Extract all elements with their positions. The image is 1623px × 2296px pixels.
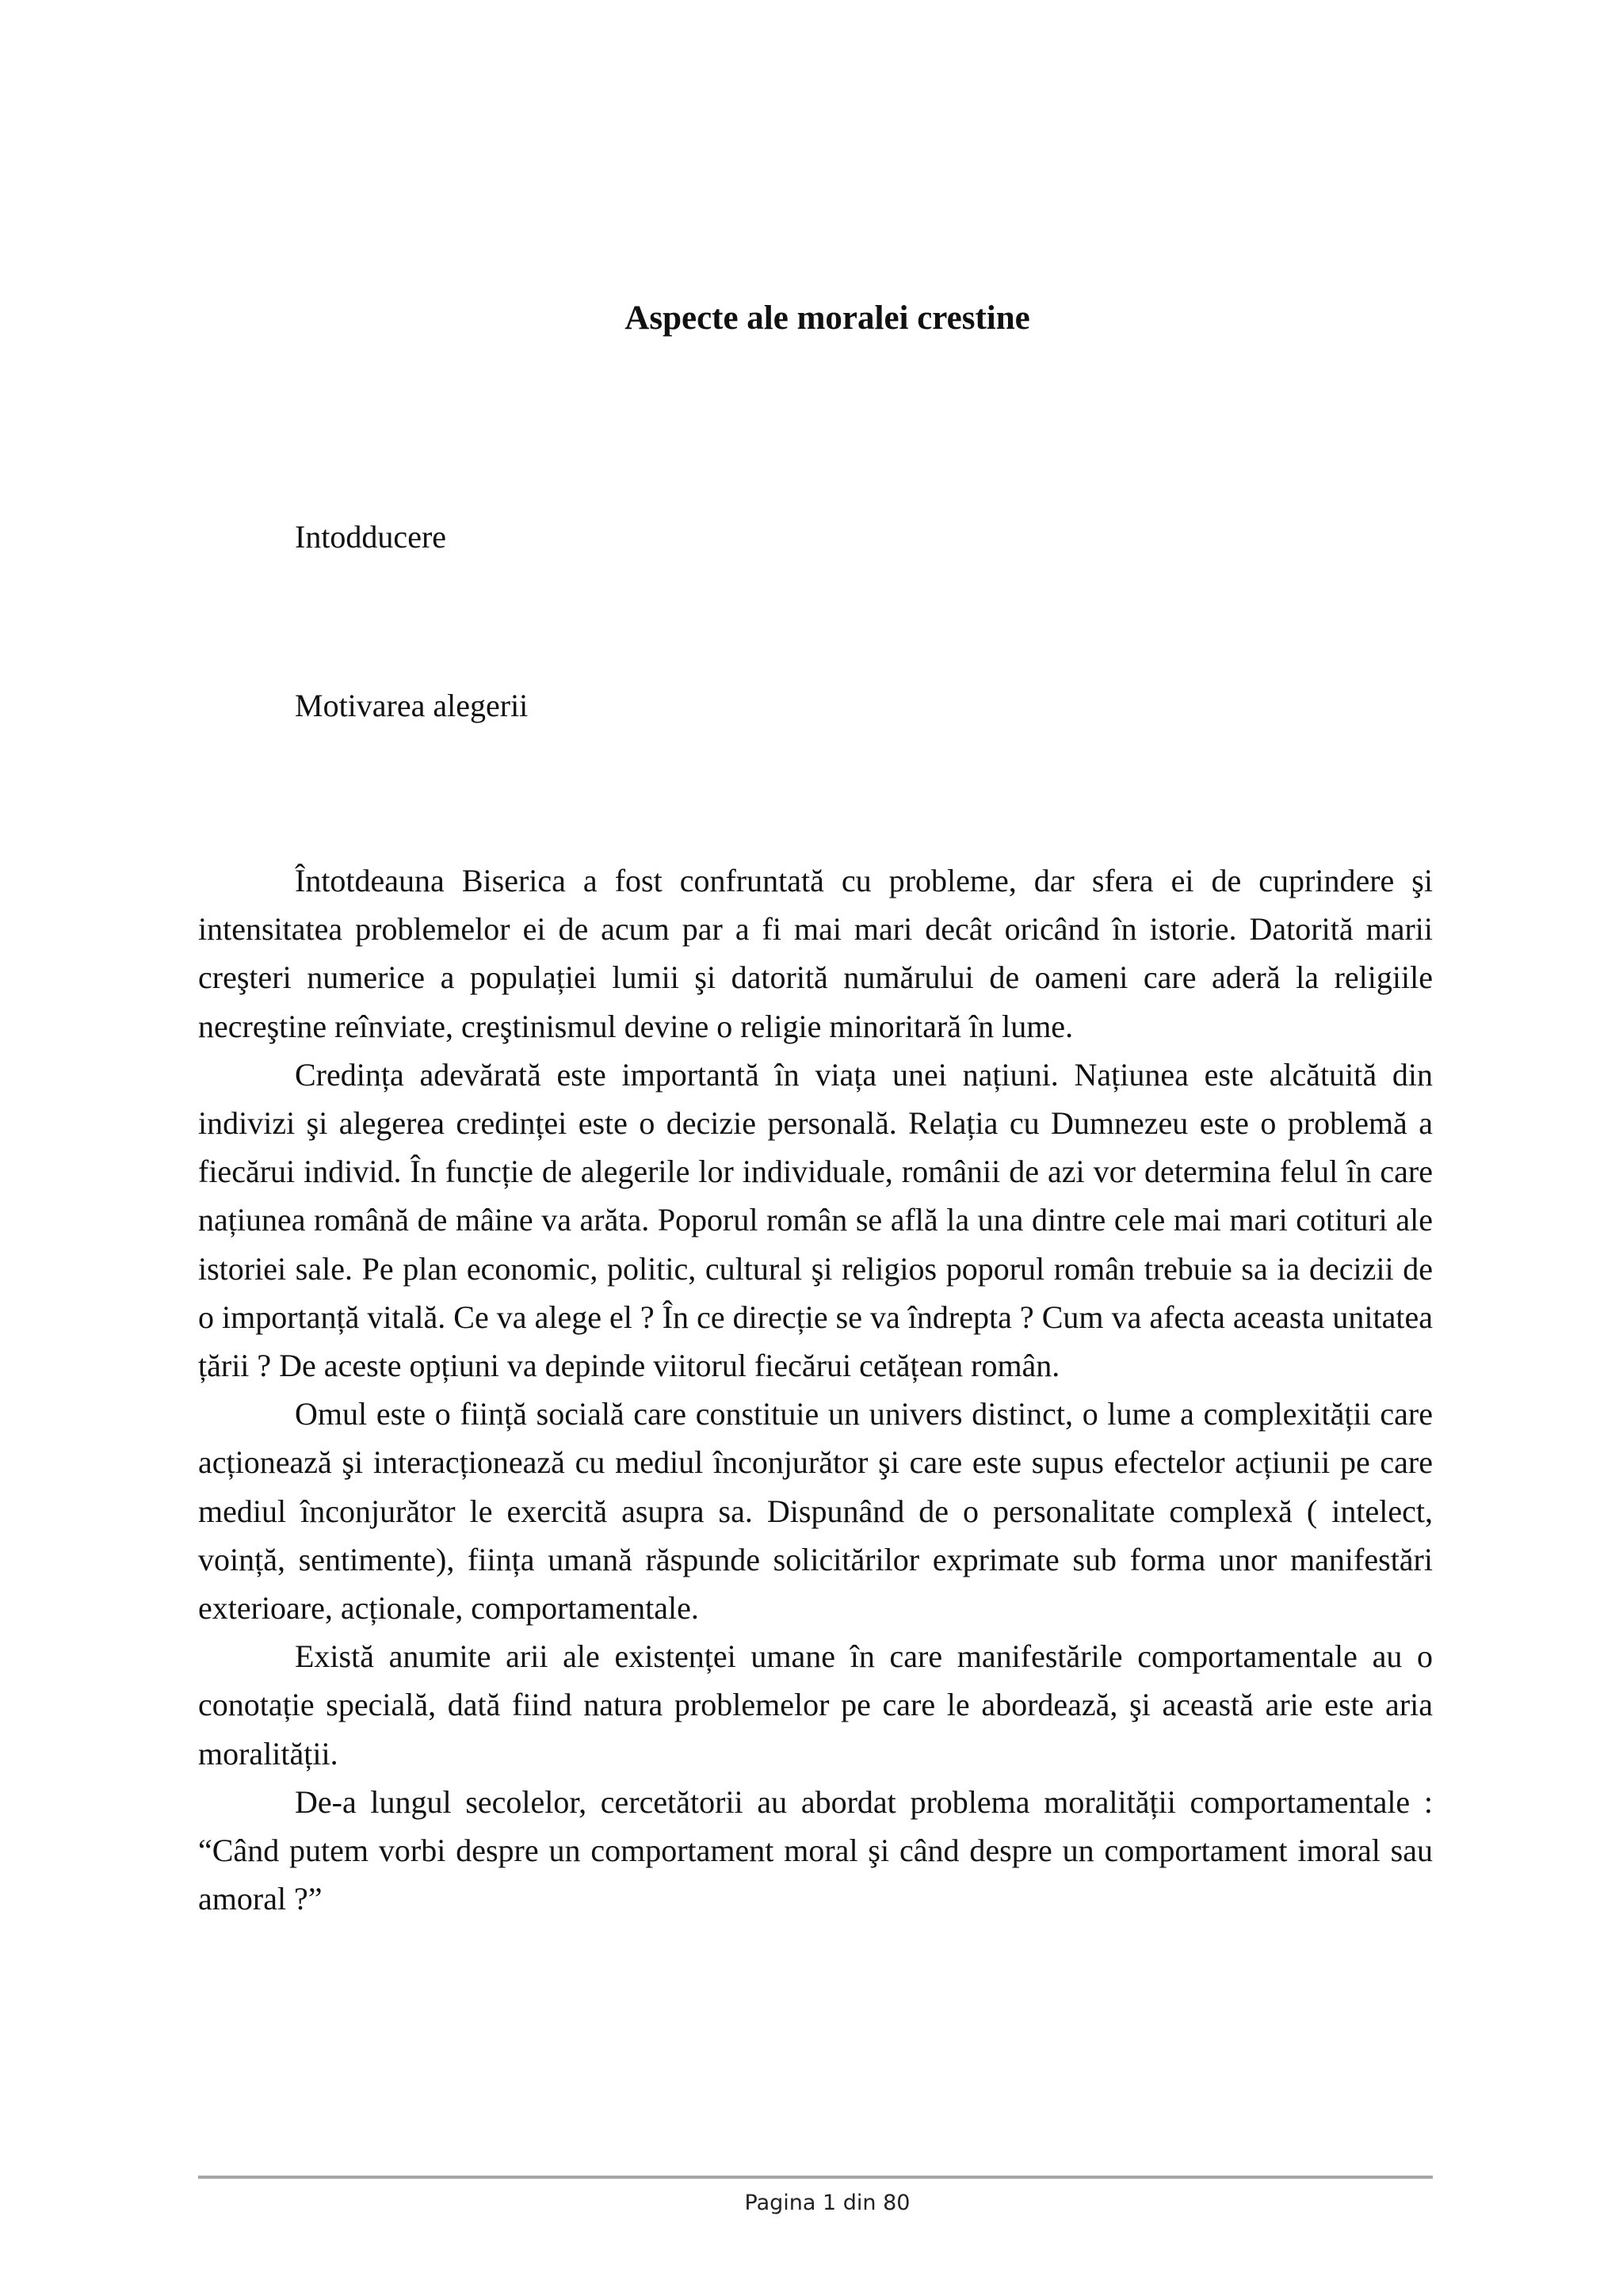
footer-divider [198, 2176, 1433, 2179]
page-number: Pagina 1 din 80 [744, 2191, 911, 2215]
paragraph: Credința adevărată este importantă în viața unei națiuni. Națiunea este alcătuită din indivizi şi alegerea credinței este o decizie personală. Relația cu Dumnezeu este o problemă a fiecărui individ. În funcție de alegerile lor individuale, românii de azi vor determina felul în care națiunea română de mâine va arăta. Poporul român se află la una dintre cele mai mari cotituri ale istoriei sale. Pe plan economic, politic, cultural şi religios poporul român trebuie sa ia decizii de o importanță vitală. Ce va alege el ? În ce direcție se va îndrepta ? Cum va afecta aceasta unitatea țării ? De aceste opțiuni va depinde viitorul fiecărui cetățean român. [198, 1056, 1433, 1384]
paragraph: Omul este o ființă socială care constituie un univers distinct, o lume a complexității care acționează şi interacționează cu mediul înconjurător şi care este supus efectelor acțiunii pe care mediul înconjurător le exercită asupra sa. Dispunând de o personalitate complexă ( intelect, voință, sentimente), ființa umană răspunde solicitărilor exprimate sub forma unor manifestări exterioare, acționale, comportamentale. [198, 1396, 1433, 1627]
paragraph: Întotdeauna Biserica a fost confruntată cu probleme, dar sfera ei de cuprindere şi intensitatea problemelor ei de acum par a fi mai mari decât oricând în istorie. Datorită marii creşteri numerice a populației lumii şi datorită numărului de oameni care aderă la religiile necreştine reînviate, creştinismul devine o religie minoritară în lume. [198, 863, 1433, 1044]
body-text [198, 856, 1433, 1923]
paragraph: Există anumite arii ale existenței umane în care manifestările comportamentale au o conotație specială, dată fiind natura problemelor pe care le abordează, şi această arie este aria moralității. [198, 1638, 1433, 1772]
section-heading-motivation: Motivarea alegerii [295, 688, 529, 723]
paragraph: De-a lungul secolelor, cercetătorii au abordat problema moralității comportamentale : “Când putem vorbi despre un comportament moral şi când despre un comportament imoral sau amoral ?” [198, 1783, 1433, 1917]
document-title: Aspecte ale moralei crestine [624, 299, 1030, 337]
section-heading-intro: Intodducere [295, 519, 447, 555]
